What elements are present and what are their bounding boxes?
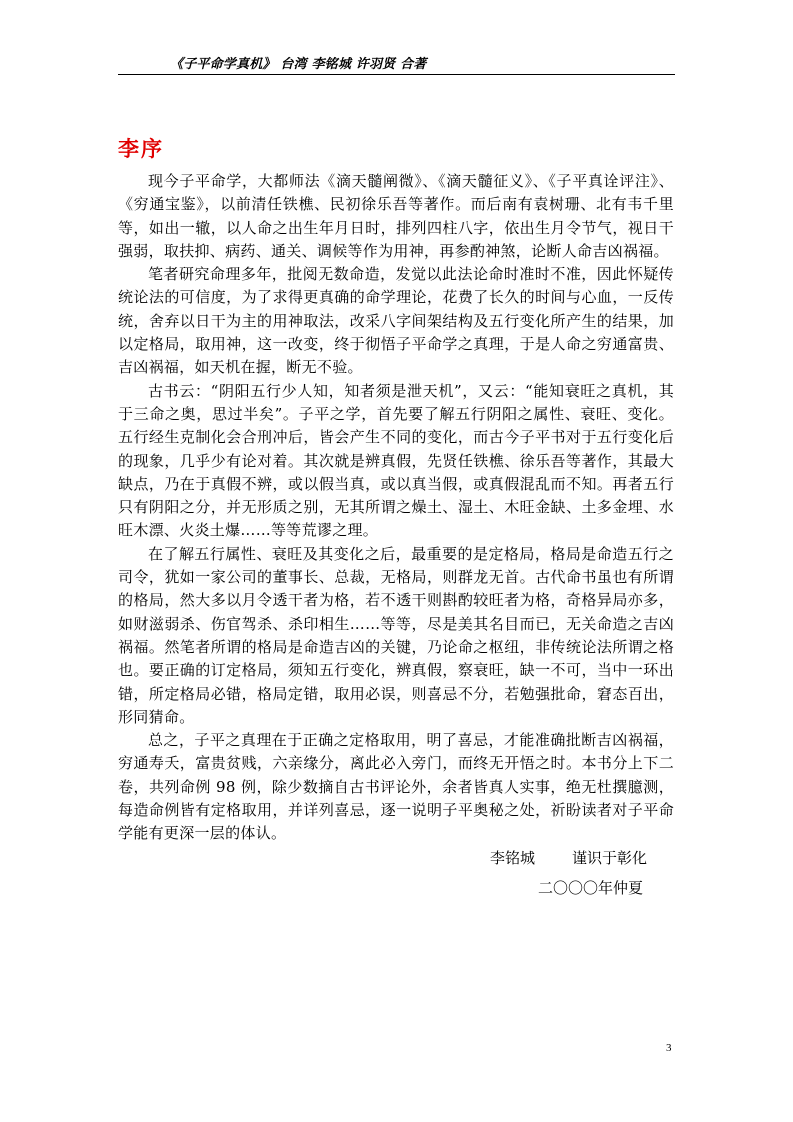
preface-body — [118, 170, 674, 846]
section-title: 李序 — [118, 136, 164, 161]
paragraph-3: 古书云：“阴阳五行少人知，知者须是泄天机”，又云：“能知衰旺之真机，其于三命之奥，思过半矣”。子平之学，首先要了解五行阴阳之属性、衰旺、变化。五行经生克制化会合刑冲后，皆会产生不同的变化，而古今子平书对于五行变化后的现象，几乎少有论对着。其次就是辨真假，先贤任铁樵、徐乐吾等著作，其最大缺点，乃在于真假不辨，或以假当真，或以真当假，或真假混乱而不知。再者五行只有阴阳之分，并无形质之别，无其所谓之燥土、湿土、木旺金缺、土多金埋、水旺木漂、火炎土爆……等等荒谬之理。 — [118, 381, 674, 540]
page-header — [118, 52, 675, 75]
header-text: 《子平命学真机》 台湾 李铭城 许羽贤 合著 — [170, 57, 427, 72]
page-number: 3 — [666, 1042, 672, 1054]
paragraph-4: 在了解五行属性、衰旺及其变化之后，最重要的是定格局，格局是命造五行之司令，犹如一家公司的董事长、总裁，无格局，则群龙无首。古代命书虽也有所谓的格局，然大多以月令透干者为格，若不透干则斟酌较旺者为格，奇格异局亦多，如财滋弱杀、伤官驾杀、杀印相生……等等，尽是美其名目而已，无关命造之吉凶祸福。然笔者所谓的格局是命造吉凶的关键，乃论命之枢纽，非传统论法所谓之格也。要正确的订定格局，须知五行变化，辨真假，察衰旺，缺一不可，当中一环出错，所定格局必错，格局定错，取用必误，则喜忌不分，若勉强批命，窘态百出，形同猜命。 — [118, 544, 674, 726]
signature-date: 二〇〇〇年仲夏 — [538, 879, 644, 897]
signature-note: 谨识于彰化 — [572, 849, 648, 867]
paragraph-1: 现今子平命学，大都师法《滴天髓阐微》、《滴天髓征义》、《子平真诠评注》、《穷通宝鉴》，以前清任铁樵、民初徐乐吾等著作。而后南有袁树珊、北有韦千里等，如出一辙，以人命之出生年月日时，排列四柱八字，依出生月令节气，视日干强弱，取扶抑、病药、通关、调候等作为用神，再参酌神煞，论断人命吉凶祸福。 — [118, 172, 674, 260]
signature-author: 李铭城 — [490, 849, 536, 867]
paragraph-2: 笔者研究命理多年，批阅无数命造，发觉以此法论命时准时不准，因此怀疑传统论法的可信度，为了求得更真确的命学理论，花费了长久的时间与心血，一反传统，舍弃以日干为主的用神取法，改采八字间架结构及五行变化所产生的结果，加以定格局，取用神，这一改变，终于彻悟子平命学之真理，于是人命之穷通富贵、吉凶祸福，如天机在握，断无不验。 — [118, 265, 674, 377]
paragraph-5: 总之，子平之真理在于正确之定格取用，明了喜忌，才能准确批断吉凶祸福，穷通寿夭，富贵贫贱，六亲缘分，离此必入旁门，而终无开悟之时。本书分上下二卷，共列命例 98 例，除少数摘自古书评论外，余者皆真人实事，绝无杜撰臆测，每造命例皆有定格取用，并详列喜忌，逐一说明子平奥秘之处，祈盼读者对子平命学能有更深一层的体认。 — [118, 731, 674, 843]
